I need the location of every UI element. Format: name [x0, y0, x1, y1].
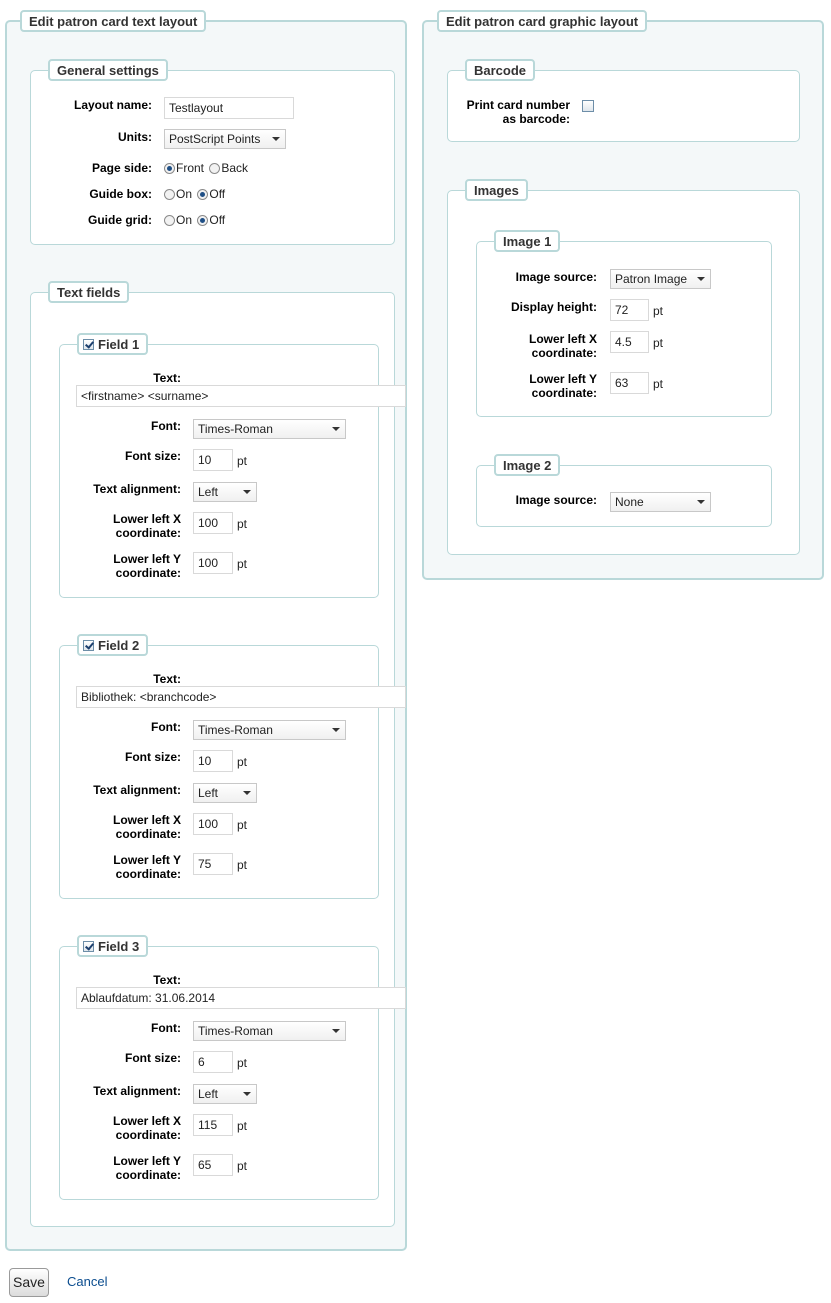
field-2-lly-unit: pt [237, 858, 248, 872]
field-3-fieldset [59, 939, 379, 1200]
field-2-fieldset [59, 638, 379, 899]
field-3-llx-label [113, 1114, 181, 1142]
images-legend: Images [465, 179, 528, 201]
field-2-lly-label [113, 853, 181, 881]
image-1-llx-label-line2: coordinate: [531, 346, 597, 360]
image-1-llx-label [529, 332, 597, 360]
field-2-alignment-label: Text alignment: [93, 783, 181, 797]
guide-grid-off-radio[interactable] [197, 215, 208, 226]
page-side-back-label: Back [221, 161, 249, 175]
field-2-legend [77, 634, 148, 656]
field-3-llx-input[interactable]: 115 [193, 1114, 233, 1136]
image-1-source-select[interactable] [610, 269, 711, 289]
field-2-font-label: Font: [151, 720, 181, 734]
field-2-font-size-unit: pt [237, 755, 248, 769]
field-2-llx-label [113, 813, 181, 841]
field-1-alignment-select[interactable] [193, 482, 257, 502]
image-2-fieldset [476, 458, 772, 527]
field-3-lly-label-line2: coordinate: [115, 1168, 181, 1182]
field-3-text-label: Text: [153, 973, 181, 987]
chevron-down-icon [332, 1029, 340, 1033]
field-3-title: Field 3 [98, 939, 140, 954]
field-2-alignment-value: Left [198, 786, 219, 800]
chevron-down-icon [272, 137, 280, 141]
field-1-lly-unit: pt [237, 557, 248, 571]
field-1-lly-input[interactable]: 100 [193, 552, 233, 574]
field-3-font-value: Times-Roman [198, 1024, 273, 1038]
field-1-llx-label-line1: Lower left X [112, 512, 181, 526]
guide-box-label: Guide box: [89, 187, 152, 201]
field-3-font-size-input[interactable]: 6 [193, 1051, 233, 1073]
units-select-value: PostScript Points [169, 132, 261, 146]
units-label: Units: [118, 130, 152, 144]
field-3-font-label: Font: [151, 1021, 181, 1035]
field-2-llx-label-line1: Lower left X [112, 813, 181, 827]
field-1-fieldset [59, 337, 379, 598]
guide-grid-on-radio[interactable] [164, 215, 175, 226]
general-settings-legend: General settings [48, 59, 168, 81]
field-3-alignment-value: Left [198, 1087, 219, 1101]
page-side-front-label: Front [176, 161, 205, 175]
image-1-lly-input[interactable]: 63 [610, 372, 649, 394]
field-1-llx-input[interactable]: 100 [193, 512, 233, 534]
field-1-font-value: Times-Roman [198, 422, 273, 436]
image-2-source-label: Image source: [515, 493, 597, 507]
guide-box-on-radio[interactable] [164, 189, 175, 200]
images-fieldset [447, 183, 800, 555]
field-1-font-size-unit: pt [237, 454, 248, 468]
image-1-lly-label-line1: Lower left Y [529, 372, 597, 386]
field-2-llx-input[interactable]: 100 [193, 813, 233, 835]
field-1-title: Field 1 [98, 337, 140, 352]
image-2-source-select[interactable] [610, 492, 711, 512]
field-1-llx-unit: pt [237, 517, 248, 531]
field-2-checkbox[interactable] [83, 640, 94, 651]
field-3-lly-unit: pt [237, 1159, 248, 1173]
field-1-llx-label [113, 512, 181, 540]
field-2-font-value: Times-Roman [198, 723, 273, 737]
image-1-llx-label-line1: Lower left X [528, 332, 597, 346]
barcode-fieldset [447, 63, 800, 142]
field-3-llx-unit: pt [237, 1119, 248, 1133]
image-1-lly-label [529, 372, 597, 400]
text-layout-legend: Edit patron card text layout [20, 10, 206, 32]
chevron-down-icon [697, 500, 705, 504]
page-side-label: Page side: [91, 161, 152, 175]
text-layout-fieldset [5, 14, 407, 1251]
field-2-font-size-input[interactable]: 10 [193, 750, 233, 772]
field-1-font-label: Font: [151, 419, 181, 433]
field-1-llx-label-line2: coordinate: [115, 526, 181, 540]
field-1-text-label: Text: [153, 371, 181, 385]
guide-grid-label: Guide grid: [88, 213, 152, 227]
field-3-legend [77, 935, 148, 957]
guide-box-on-label: On [176, 187, 193, 201]
field-2-text-label: Text: [153, 672, 181, 686]
image-1-legend: Image 1 [494, 230, 560, 252]
image-2-source-value: None [615, 495, 644, 509]
guide-grid-options [164, 213, 225, 227]
field-1-text-input[interactable]: <firstname> <surname> [76, 385, 406, 407]
graphic-layout-legend: Edit patron card graphic layout [437, 10, 647, 32]
field-3-lly-label-line1: Lower left Y [113, 1154, 181, 1168]
cancel-link[interactable]: Cancel [67, 1274, 108, 1289]
field-3-text-input[interactable]: Ablaufdatum: 31.06.2014 [76, 987, 406, 1009]
field-2-font-size-label: Font size: [125, 750, 181, 764]
field-1-font-select[interactable] [193, 419, 346, 439]
layout-name-label: Layout name: [73, 98, 152, 112]
field-1-lly-label-line1: Lower left Y [113, 552, 181, 566]
image-1-llx-input[interactable]: 4.5 [610, 331, 649, 353]
guide-box-off-radio[interactable] [197, 189, 208, 200]
page-side-front-radio[interactable] [164, 163, 175, 174]
field-2-title: Field 2 [98, 638, 140, 653]
barcode-legend: Barcode [465, 59, 535, 81]
image-1-llx-unit: pt [653, 336, 664, 350]
field-1-alignment-value: Left [198, 485, 219, 499]
chevron-down-icon [332, 427, 340, 431]
chevron-down-icon [243, 490, 251, 494]
field-3-lly-label [113, 1154, 181, 1182]
chevron-down-icon [332, 728, 340, 732]
field-1-checkbox[interactable] [83, 339, 94, 350]
barcode-label-line1: Print card number [466, 98, 570, 112]
image-1-source-value: Patron Image [615, 272, 688, 286]
image-1-height-input[interactable]: 72 [610, 299, 649, 321]
guide-box-off-label: Off [209, 187, 226, 201]
field-1-lly-label [113, 552, 181, 580]
layout-name-input[interactable]: Testlayout [164, 97, 294, 119]
field-2-llx-label-line2: coordinate: [115, 827, 181, 841]
guide-grid-on-label: On [176, 213, 193, 227]
field-3-alignment-label: Text alignment: [93, 1084, 181, 1098]
field-1-font-size-label: Font size: [125, 449, 181, 463]
graphic-layout-fieldset [422, 14, 824, 580]
text-fields-fieldset [30, 285, 395, 1227]
field-1-legend [77, 333, 148, 355]
field-3-llx-label-line1: Lower left X [112, 1114, 181, 1128]
barcode-label-line2: as barcode: [502, 112, 570, 126]
guide-grid-off-label: Off [209, 213, 226, 227]
field-2-lly-input[interactable]: 75 [193, 853, 233, 875]
chevron-down-icon [697, 277, 705, 281]
field-2-lly-label-line1: Lower left Y [113, 853, 181, 867]
image-1-fieldset [476, 234, 772, 417]
image-2-legend: Image 2 [494, 454, 560, 476]
field-1-font-size-input[interactable]: 10 [193, 449, 233, 471]
guide-box-options [164, 187, 225, 201]
page-side-options [164, 161, 248, 175]
field-2-lly-label-line2: coordinate: [115, 867, 181, 881]
page-side-back-radio[interactable] [209, 163, 220, 174]
save-button[interactable]: Save [9, 1268, 49, 1297]
barcode-checkbox[interactable] [582, 100, 594, 112]
barcode-label [467, 98, 570, 126]
field-3-llx-label-line2: coordinate: [115, 1128, 181, 1142]
general-settings-fieldset [30, 63, 395, 245]
field-3-lly-input[interactable]: 65 [193, 1154, 233, 1176]
field-3-checkbox[interactable] [83, 941, 94, 952]
image-1-height-label: Display height: [510, 300, 597, 314]
field-1-lly-label-line2: coordinate: [115, 566, 181, 580]
field-3-font-size-label: Font size: [125, 1051, 181, 1065]
image-1-source-label: Image source: [515, 270, 597, 284]
field-1-alignment-label: Text alignment: [93, 482, 181, 496]
field-3-font-select[interactable] [193, 1021, 346, 1041]
field-2-llx-unit: pt [237, 818, 248, 832]
field-2-font-select[interactable] [193, 720, 346, 740]
field-2-alignment-select[interactable] [193, 783, 257, 803]
field-3-font-size-unit: pt [237, 1056, 248, 1070]
chevron-down-icon [243, 791, 251, 795]
text-fields-legend: Text fields [48, 281, 129, 303]
image-1-lly-unit: pt [653, 377, 664, 391]
chevron-down-icon [243, 1092, 251, 1096]
image-1-lly-label-line2: coordinate: [531, 386, 597, 400]
image-1-height-unit: pt [653, 304, 664, 318]
units-select[interactable] [164, 129, 286, 149]
field-2-text-input[interactable]: Bibliothek: <branchcode> [76, 686, 406, 708]
field-3-alignment-select[interactable] [193, 1084, 257, 1104]
